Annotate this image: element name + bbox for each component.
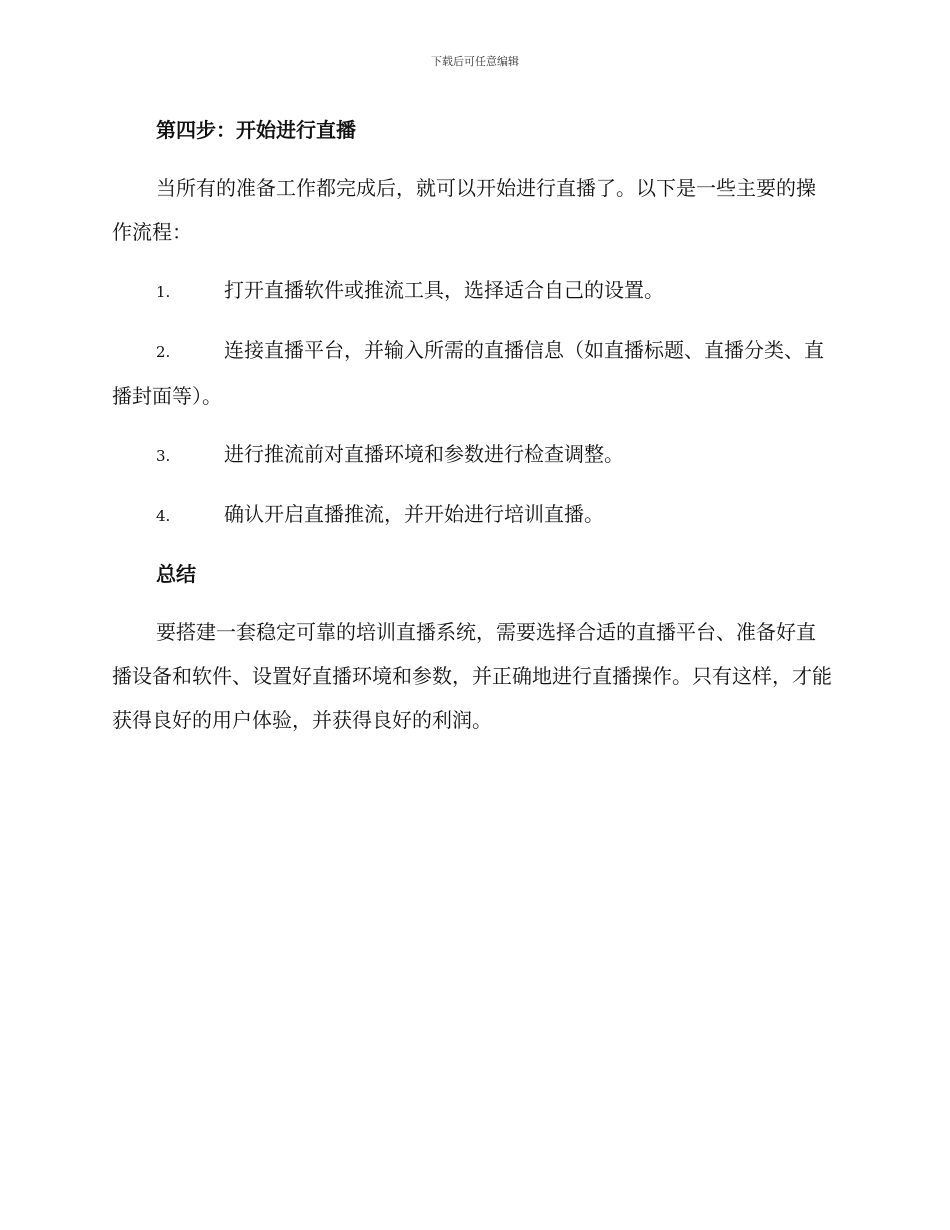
document-body [112,108,834,756]
list-item-number: 4. [156,507,171,525]
page-header: 下载后可任意编辑 [431,55,519,68]
summary-body: 要搭建一套稳定可靠的培训直播系统，需要选择合适的直播平台、准备好直播设备和软件、设置好直播环境和参数，并正确地进行直播操作。只有这样，才能获得良好的用户体验，并获得良好的利润。 [112,620,832,732]
summary-heading: 总结 [156,562,196,586]
step4-intro: 当所有的准备工作都完成后，就可以开始进行直播了。以下是一些主要的操作流程： [112,176,816,244]
list-item-number: 2. [156,343,171,361]
list-item [112,328,834,418]
list-item-text: 进行推流前对直播环境和参数进行检查调整。 [224,442,624,466]
step4-heading: 第四步：开始进行直播 [156,118,356,142]
list-item-number: 1. [156,283,171,301]
list-item [112,268,834,314]
list-item [112,492,834,538]
list-item [112,432,834,478]
list-item-number: 3. [156,447,171,465]
list-item-text: 打开直播软件或推流工具，选择适合自己的设置。 [224,278,664,302]
list-item-text: 确认开启直播推流，并开始进行培训直播。 [224,502,604,526]
list-item-text: 连接直播平台，并输入所需的直播信息（如直播标题、直播分类、直播封面等）。 [112,338,824,408]
